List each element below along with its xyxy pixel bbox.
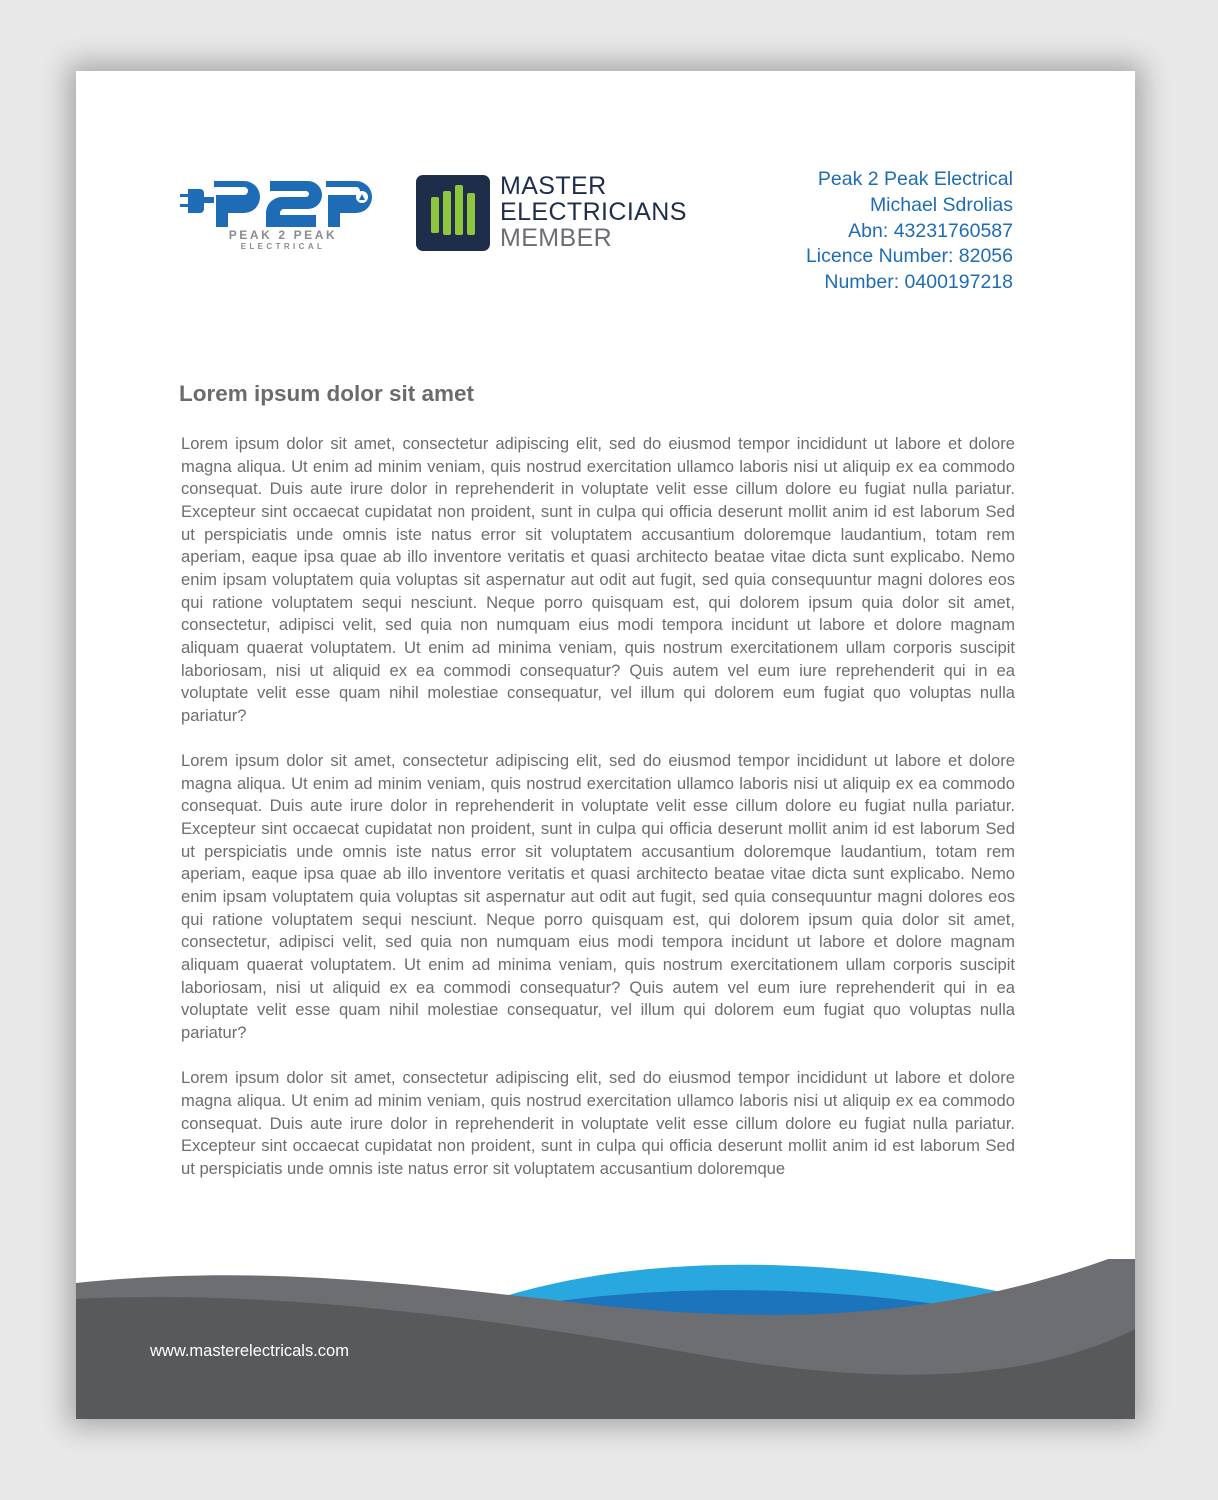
master-logo-line2: ELECTRICIANS: [500, 198, 687, 226]
abn-number: Abn: 43231760587: [848, 219, 1013, 242]
bars-icon: [416, 175, 490, 251]
letter-body: [181, 433, 1015, 1203]
peak2peak-logo: [180, 175, 376, 261]
body-paragraph: Lorem ipsum dolor sit amet, consectetur adipiscing elit, sed do eiusmod tempor incididunt ut labore et dolore magna aliqua. Ut enim ad minim veniam, quis nostrud exercitation ullamco laboris nisi ut aliquip ex ea commodo consequat. Duis aute irure dolor in reprehenderit in voluptate velit esse cillum dolore eu fugiat nulla pariatur. Excepteur sint occaecat cupidatat non proident, sunt in culpa qui officia deserunt mollit anim id est laborum Sed ut perspiciatis unde omnis iste natus error sit voluptatem accusantium doloremque laudantium, totam rem aperiam, eaque ipsa quae ab illo inventore veritatis et quasi architecto beatae vitae dicta sunt explicabo. Nemo enim ipsam voluptatem quia voluptas sit aspernatur aut odit aut fugit, sed quia consequuntur magni dolores eos qui ratione voluptatem sequi nesciunt. Neque porro quisquam est, qui dolorem ipsum quia dolor sit amet, consectetur, adipisci velit, sed quia non numquam eius modi tempora incidunt ut labore et dolore magnam aliquam quaerat voluptatem. Ut enim ad minima veniam, quis nostrum exercitationem ullam corporis suscipit laboriosam, nisi ut aliquid ex ea commodi consequatur? Quis autem vel eum iure reprehenderit qui in ea voluptate velit esse quam nihil molestiae consequatur, vel illum qui dolorem eum fugiat quo voluptas nulla pariatur?: [181, 434, 1015, 725]
p2p-logo-line1: PEAK 2 PEAK: [228, 228, 338, 242]
body-paragraph: Lorem ipsum dolor sit amet, consectetur adipiscing elit, sed do eiusmod tempor incididunt ut labore et dolore magna aliqua. Ut enim ad minim veniam, quis nostrud exercitation ullamco laboris nisi ut aliquip ex ea commodo consequat. Duis aute irure dolor in reprehenderit in voluptate velit esse cillum dolore eu fugiat nulla pariatur. Excepteur sint occaecat cupidatat non proident, sunt in culpa qui officia deserunt mollit anim id est laborum Sed ut perspiciatis unde omnis iste natus error sit voluptatem accusantium doloremque laudantium, totam rem aperiam, eaque ipsa quae ab illo inventore veritatis et quasi architecto beatae vitae dicta sunt explicabo. Nemo enim ipsam voluptatem quia voluptas sit aspernatur aut odit aut fugit, sed quia consequuntur magni dolores eos qui ratione voluptatem sequi nesciunt. Neque porro quisquam est, qui dolorem ipsum quia dolor sit amet, consectetur, adipisci velit, sed quia non numquam eius modi tempora incidunt ut labore et dolore magnam aliquam quaerat voluptatem. Ut enim ad minima veniam, quis nostrum exercitationem ullam corporis suscipit laboriosam, nisi ut aliquid ex ea commodi consequatur? Quis autem vel eum iure reprehenderit qui in ea voluptate velit esse quam nihil molestiae consequatur, vel illum qui dolorem eum fugiat quo voluptas nulla pariatur?: [181, 751, 1015, 1043]
company-name: Peak 2 Peak Electrical: [817, 168, 1013, 190]
master-electricians-logo: [416, 172, 716, 255]
footer-wave: [76, 1259, 1135, 1419]
letterhead-page: [76, 71, 1135, 1419]
contact-person: Michael Sdrolias: [869, 193, 1013, 216]
body-paragraph: Lorem ipsum dolor sit amet, consectetur adipiscing elit, sed do eiusmod tempor incididunt ut labore et dolore magna aliqua. Ut enim ad minim veniam, quis nostrud exercitation ullamco laboris nisi ut aliquip ex ea commodo consequat. Duis aute irure dolor in reprehenderit in voluptate velit esse cillum dolore eu fugiat nulla pariatur. Excepteur sint occaecat cupidatat non proident, sunt in culpa qui officia deserunt mollit anim id est laborum Sed ut perspiciatis unde omnis iste natus error sit voluptatem accusantium doloremque: [181, 1068, 1015, 1178]
master-logo-line1: MASTER: [500, 172, 607, 200]
master-logo-line3: MEMBER: [500, 224, 613, 252]
plug-icon: [180, 175, 376, 231]
p2p-logo-line2: ELECTRICAL: [240, 242, 326, 251]
contact-block: [806, 167, 1013, 296]
licence-number: Licence Number: 82056: [805, 245, 1013, 268]
letter-heading: Lorem ipsum dolor sit amet: [179, 381, 475, 406]
phone-number: Number: 0400197218: [824, 271, 1013, 294]
website-link[interactable]: www.masterelectricals.com: [150, 1342, 349, 1360]
